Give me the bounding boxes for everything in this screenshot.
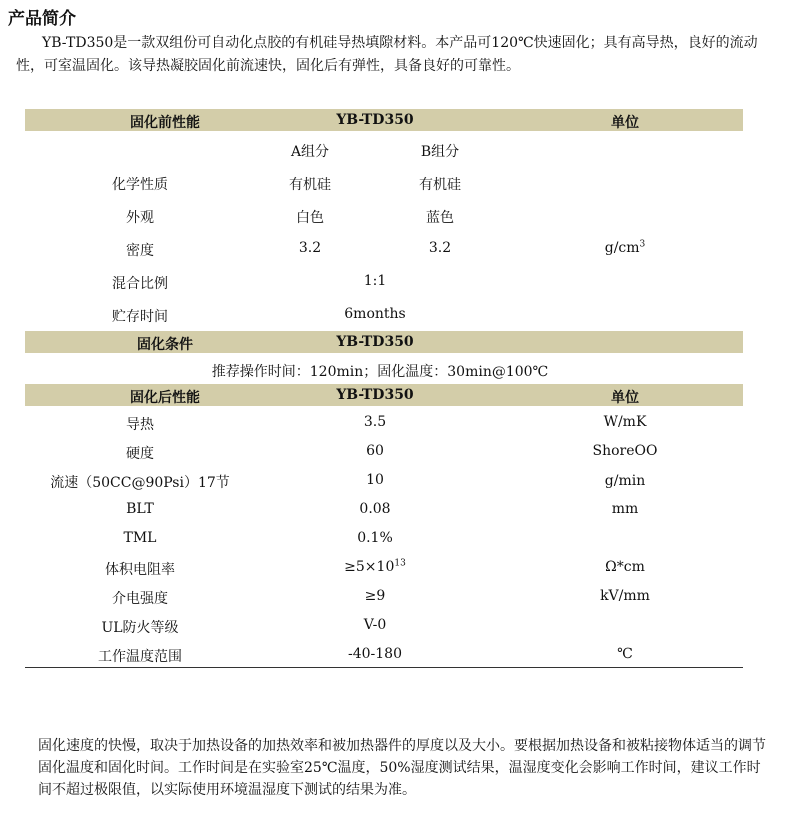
property-unit: g/min [604, 473, 646, 489]
property-value: 0.1% [357, 530, 393, 546]
value-b: 有机硅 [419, 177, 461, 193]
value-superscript: 13 [394, 558, 406, 569]
property-value: -40-180 [348, 646, 402, 662]
property-value: 0.08 [359, 501, 391, 517]
property-value: 10 [366, 472, 384, 488]
sub-header-a-component: A组分 [290, 144, 330, 160]
intro-paragraph: YB-TD350是一款双组份可自动化点胶的有机硅导热填隙材料。本产品可120℃快速固化；具有高导热，良好的流动性，可室温固化。该导热凝胶固化前流速快，固化后有弹性，具备良好的可靠性。 [16, 35, 758, 74]
property-unit: mm [611, 501, 639, 517]
property-name: 密度 [126, 243, 154, 259]
pre-cure-header-unit: 单位 [611, 115, 639, 131]
unit-superscript: 3 [639, 239, 646, 250]
property-value: 3.5 [363, 414, 387, 430]
value-a: 有机硅 [289, 177, 331, 193]
property-name: UL防火等级 [101, 620, 179, 636]
storage-time-value: 6months [344, 306, 406, 322]
property-name: 化学性质 [112, 177, 168, 193]
value-b: 蓝色 [426, 210, 454, 226]
property-name: 硬度 [126, 446, 154, 462]
property-name: TML [123, 530, 157, 546]
property-name: 体积电阻率 [105, 562, 175, 578]
unit-text: g/cm [604, 240, 640, 256]
property-name: BLT [126, 501, 154, 517]
pre-cure-header-properties: 固化前性能 [130, 115, 200, 131]
value-a: 3.2 [298, 240, 322, 256]
section-title-intro: 产品简介 [8, 9, 76, 29]
property-unit: ℃ [617, 646, 633, 662]
value-a: 白色 [296, 210, 324, 226]
property-name: 外观 [126, 210, 154, 226]
property-value: V-0 [363, 617, 387, 633]
property-unit: W/mK [603, 414, 647, 430]
property-name: 流速（50CC@90Psi）17节 [50, 475, 230, 491]
unit [545, 240, 705, 256]
value-b: 3.2 [428, 240, 452, 256]
value-text: ≥5×10 [344, 559, 395, 575]
post-cure-header-properties: 固化后性能 [130, 390, 200, 406]
sub-header-b-component: B组分 [420, 144, 460, 160]
property-value [315, 559, 435, 575]
cure-conditions-header-label: 固化条件 [137, 337, 193, 353]
storage-time-label: 贮存时间 [112, 309, 168, 325]
note-paragraph: 固化速度的快慢，取决于加热设备的加热效率和被加热器件的厚度以及大小。要根据加热设备和被粘接物体适当的调节固化温度和固化时间。工作时间是在实验室25℃温度，50%湿度测试结果，温湿度变化会影响工作时间，建议工作时间不超过极限值，以实际使用环境温湿度下测试的结果为准。 [38, 738, 766, 798]
property-unit: kV/mm [600, 588, 650, 604]
property-name: 工作温度范围 [98, 649, 182, 665]
pre-cure-header-bar [25, 109, 743, 131]
cure-conditions-text: 推荐操作时间：120min；固化温度：30min@100℃ [211, 364, 549, 380]
pre-cure-header-product: YB-TD350 [336, 112, 414, 128]
cure-conditions-header-product: YB-TD350 [336, 334, 414, 350]
property-unit: Ω*cm [605, 559, 645, 575]
mix-ratio-value: 1:1 [363, 273, 387, 289]
mix-ratio-label: 混合比例 [112, 276, 168, 292]
property-value: 60 [366, 443, 384, 459]
post-cure-header-product: YB-TD350 [336, 387, 414, 403]
cure-conditions-header-bar [25, 331, 743, 353]
property-name: 介电强度 [112, 591, 168, 607]
post-cure-header-bar [25, 384, 743, 406]
table-bottom-rule [25, 667, 743, 668]
property-unit: ShoreOO [592, 443, 658, 459]
property-name: 导热 [126, 417, 154, 433]
post-cure-header-unit: 单位 [611, 390, 639, 406]
property-value: ≥9 [364, 588, 386, 604]
